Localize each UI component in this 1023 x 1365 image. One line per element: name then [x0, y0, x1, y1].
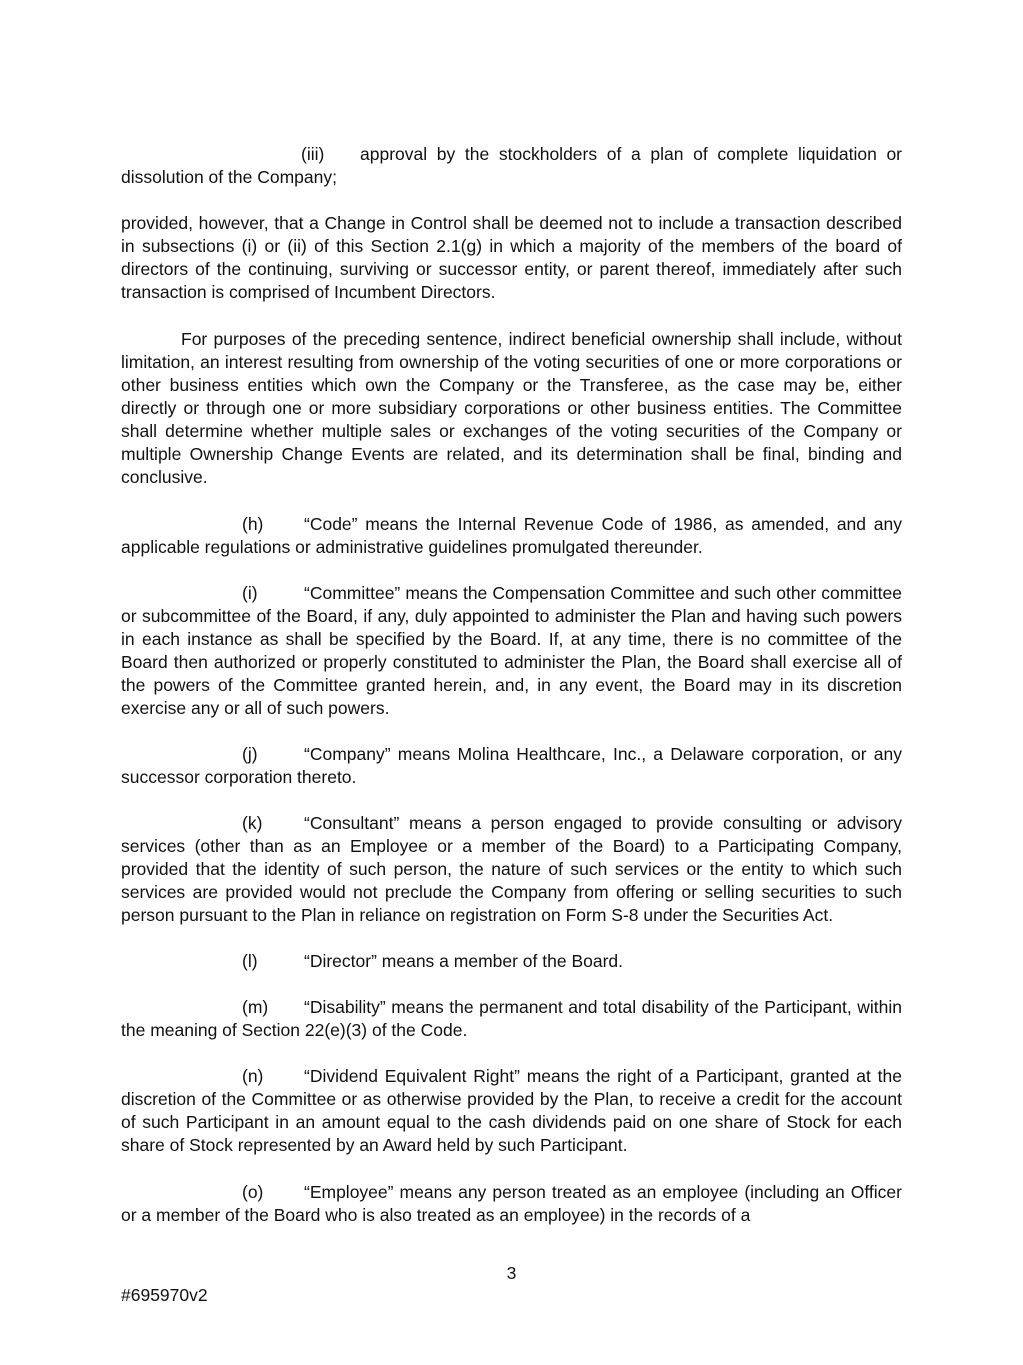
definition-text: means any person treated as an employee (including an Officer or a member of the Board who is also treated as an employee) in the records of a	[121, 1182, 902, 1225]
paragraph-text: approval by the stockholders of a plan of complete liquidation or dissolution of the Company;	[121, 144, 902, 187]
defined-term: “Dividend Equivalent Right”	[304, 1066, 520, 1086]
definition-text: means Molina Healthcare, Inc., a Delaware corporation, or any successor corporation thereto.	[121, 744, 902, 787]
definition-label: (h)	[242, 514, 264, 534]
defined-term: “Consultant”	[304, 813, 400, 833]
defined-term: “Company”	[304, 744, 391, 764]
definition-h	[121, 513, 902, 559]
definition-label: (l)	[242, 951, 258, 971]
definition-label: (m)	[242, 997, 269, 1017]
page-number: 3	[506, 1263, 517, 1283]
paragraph-iii	[121, 143, 902, 189]
definition-label: (i)	[242, 583, 258, 603]
definition-label: (o)	[242, 1182, 264, 1202]
definition-text: means the Compensation Committee and such other committee or subcommittee of the Board, if any, duly appointed to administer the Plan and having such powers in each instance as shall be specified by the Board. If, at any time, there is no committee of the Board then authorized or properly constituted to administer the Plan, the Board shall exercise all of the powers of the Committee granted herein, and, in any event, the Board may in its discretion exercise any or all of such powers.	[121, 583, 902, 718]
definition-n	[121, 1065, 902, 1157]
definition-o	[121, 1181, 902, 1227]
paragraph-purposes	[121, 328, 902, 489]
paragraph-proviso	[121, 212, 902, 304]
definition-label: (k)	[242, 813, 263, 833]
definition-text: means the permanent and total disability of the Participant, within the meaning of Section 22(e)(3) of the Code.	[121, 997, 902, 1040]
paragraph-text: provided, however, that a Change in Control shall be deemed not to include a transaction described in subsections (i) or (ii) of this Section 2.1(g) in which a majority of the members of the board of directors of the continuing, surviving or successor entity, or parent thereof, immediately after such transaction is comprised of Incumbent Directors.	[121, 213, 902, 302]
definition-text: means the right of a Participant, granted at the discretion of the Committee or as otherwise provided by the Plan, to receive a credit for the account of such Participant in an amount equal to the cash dividends paid on one share of Stock for each share of Stock represented by an Award held by such Participant.	[121, 1066, 902, 1155]
paragraph-label: (iii)	[301, 144, 325, 164]
definition-j	[121, 743, 902, 789]
definition-label: (n)	[242, 1066, 264, 1086]
definition-text: means a person engaged to provide consulting or advisory services (other than as an Employee or a member of the Board) to a Participating Company, provided that the identity of such person, the nature of such services or the entity to which such services are provided would not preclude the Company from offering or selling securities to such person pursuant to the Plan in reliance on registration on Form S-8 under the Securities Act.	[121, 813, 902, 925]
defined-term: “Director”	[304, 951, 377, 971]
definition-text: means a member of the Board.	[376, 951, 624, 971]
definition-i	[121, 582, 902, 720]
defined-term: “Code”	[304, 514, 358, 534]
definition-text: means the Internal Revenue Code of 1986, as amended, and any applicable regulations or administrative guidelines promulgated thereunder.	[121, 514, 902, 557]
definition-label: (j)	[242, 744, 258, 764]
definition-k	[121, 812, 902, 927]
defined-term: “Disability”	[304, 997, 386, 1017]
definition-m	[121, 996, 902, 1042]
defined-term: “Committee”	[304, 583, 401, 603]
definition-l	[121, 950, 902, 973]
document-id: #695970v2	[121, 1285, 208, 1305]
paragraph-text: For purposes of the preceding sentence, indirect beneficial ownership shall include, without limitation, an interest resulting from ownership of the voting securities of one or more corporations or other business entities which own the Company or the Transferee, as the case may be, either directly or through one or more subsidiary corporations or other business entities. The Committee shall determine whether multiple sales or exchanges of the voting securities of the Company or multiple Ownership Change Events are related, and its determination shall be final, binding and conclusive.	[121, 329, 902, 487]
defined-term: “Employee”	[304, 1182, 394, 1202]
